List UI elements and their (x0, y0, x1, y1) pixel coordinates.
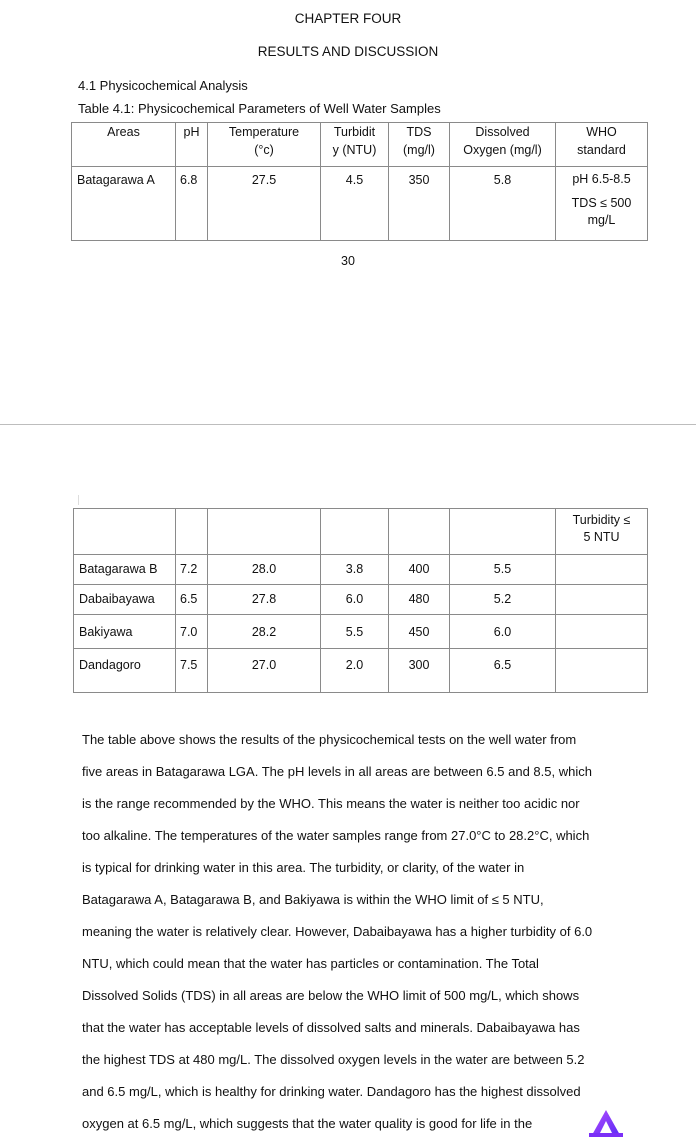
scan-mark (78, 495, 79, 505)
table-row (72, 167, 648, 241)
table-row (74, 555, 648, 585)
section-heading: RESULTS AND DISCUSSION (257, 44, 439, 59)
table-row (74, 615, 648, 649)
who-turbidity-limit: Turbidity ≤ 5 NTU (556, 509, 648, 555)
paragraph-line: five areas in Batagarawa LGA. The pH levels in all areas are between 6.5 and 8.5, which (82, 764, 592, 779)
cell-turbidity: 6.0 (321, 585, 389, 615)
header-areas: Areas (72, 123, 176, 167)
document-page-1 (0, 0, 696, 424)
cell-ph: 7.2 (176, 555, 208, 585)
paragraph-line: too alkaline. The temperatures of the water samples range from 27.0°C to 28.2°C, which (82, 828, 590, 843)
parameters-table-part-2 (73, 508, 648, 693)
page-divider (0, 424, 696, 425)
chapter-title: CHAPTER FOUR (294, 11, 402, 26)
table-row (74, 649, 648, 693)
paragraph-line: meaning the water is relatively clear. However, Dabaibayawa has a higher turbidity of 6.0 (82, 924, 593, 939)
cell-tds: 400 (389, 555, 450, 585)
cell-temperature: 27.5 (208, 167, 321, 241)
parameters-table-part-1 (71, 122, 648, 241)
paragraph-line: Dissolved Solids (TDS) in all areas are below the WHO limit of 500 mg/L, which shows (82, 988, 580, 1003)
cell-area: Batagarawa A (72, 167, 176, 241)
paragraph-line: and 6.5 mg/L, which is healthy for drinking water. Dandagoro has the highest dissolved (82, 1084, 581, 1099)
header-tds: TDS (mg/l) (389, 123, 450, 167)
cell-area: Batagarawa B (74, 555, 176, 585)
cell-temperature: 27.0 (208, 649, 321, 693)
cell-ph: 6.5 (176, 585, 208, 615)
cell-temperature: 28.2 (208, 615, 321, 649)
page-number: 30 (341, 254, 355, 268)
cell-dissolved-oxygen: 5.8 (450, 167, 556, 241)
table-caption: Table 4.1: Physicochemical Parameters of Well Water Samples (78, 101, 441, 116)
paragraph-line: Batagarawa A, Batagarawa B, and Bakiyawa is within the WHO limit of ≤ 5 NTU, (82, 892, 544, 907)
cell-ph: 7.5 (176, 649, 208, 693)
subsection-title: 4.1 Physicochemical Analysis (78, 78, 248, 93)
cell-area: Dandagoro (74, 649, 176, 693)
cell-area: Dabaibayawa (74, 585, 176, 615)
cell-temperature: 27.8 (208, 585, 321, 615)
who-tds-limit: TDS ≤ 500 mg/L (571, 196, 632, 227)
header-temperature: Temperature (°c) (208, 123, 321, 167)
cell-turbidity: 2.0 (321, 649, 389, 693)
paragraph-line: the highest TDS at 480 mg/L. The dissolved oxygen levels in the water are between 5.2 (82, 1052, 585, 1067)
table-row (74, 585, 648, 615)
cell-tds: 350 (389, 167, 450, 241)
cell-turbidity: 5.5 (321, 615, 389, 649)
table-row (74, 509, 648, 555)
cell-turbidity: 4.5 (321, 167, 389, 241)
paragraph-line: that the water has acceptable levels of dissolved salts and minerals. Dabaibayawa has (82, 1020, 580, 1035)
header-turbidity: Turbidit y (NTU) (321, 123, 389, 167)
cell-ph: 7.0 (176, 615, 208, 649)
paragraph-line: oxygen at 6.5 mg/L, which suggests that the water quality is good for life in the (82, 1116, 533, 1131)
cell-dissolved-oxygen: 5.2 (450, 585, 556, 615)
header-who-standard: WHO standard (556, 123, 648, 167)
cell-tds: 300 (389, 649, 450, 693)
cell-dissolved-oxygen: 6.0 (450, 615, 556, 649)
cell-dissolved-oxygen: 6.5 (450, 649, 556, 693)
cell-temperature: 28.0 (208, 555, 321, 585)
header-ph: pH (176, 123, 208, 167)
cell-dissolved-oxygen: 5.5 (450, 555, 556, 585)
cell-ph: 6.8 (176, 167, 208, 241)
header-dissolved-oxygen: Dissolved Oxygen (mg/l) (450, 123, 556, 167)
discussion-paragraph (82, 724, 638, 1140)
paragraph-line: is the range recommended by the WHO. This means the water is neither too acidic nor (82, 796, 580, 811)
app-logo-icon[interactable] (589, 1108, 623, 1137)
cell-tds: 450 (389, 615, 450, 649)
cell-who-standard (556, 167, 648, 241)
who-ph-range: pH 6.5-8.5 (572, 172, 631, 186)
cell-turbidity: 3.8 (321, 555, 389, 585)
cell-tds: 480 (389, 585, 450, 615)
paragraph-line: NTU, which could mean that the water has particles or contamination. The Total (82, 956, 539, 971)
cell-area: Bakiyawa (74, 615, 176, 649)
paragraph-line: The table above shows the results of the physicochemical tests on the well water from (82, 732, 577, 747)
paragraph-line: is typical for drinking water in this area. The turbidity, or clarity, of the water in (82, 860, 525, 875)
table-header-row (72, 123, 648, 167)
